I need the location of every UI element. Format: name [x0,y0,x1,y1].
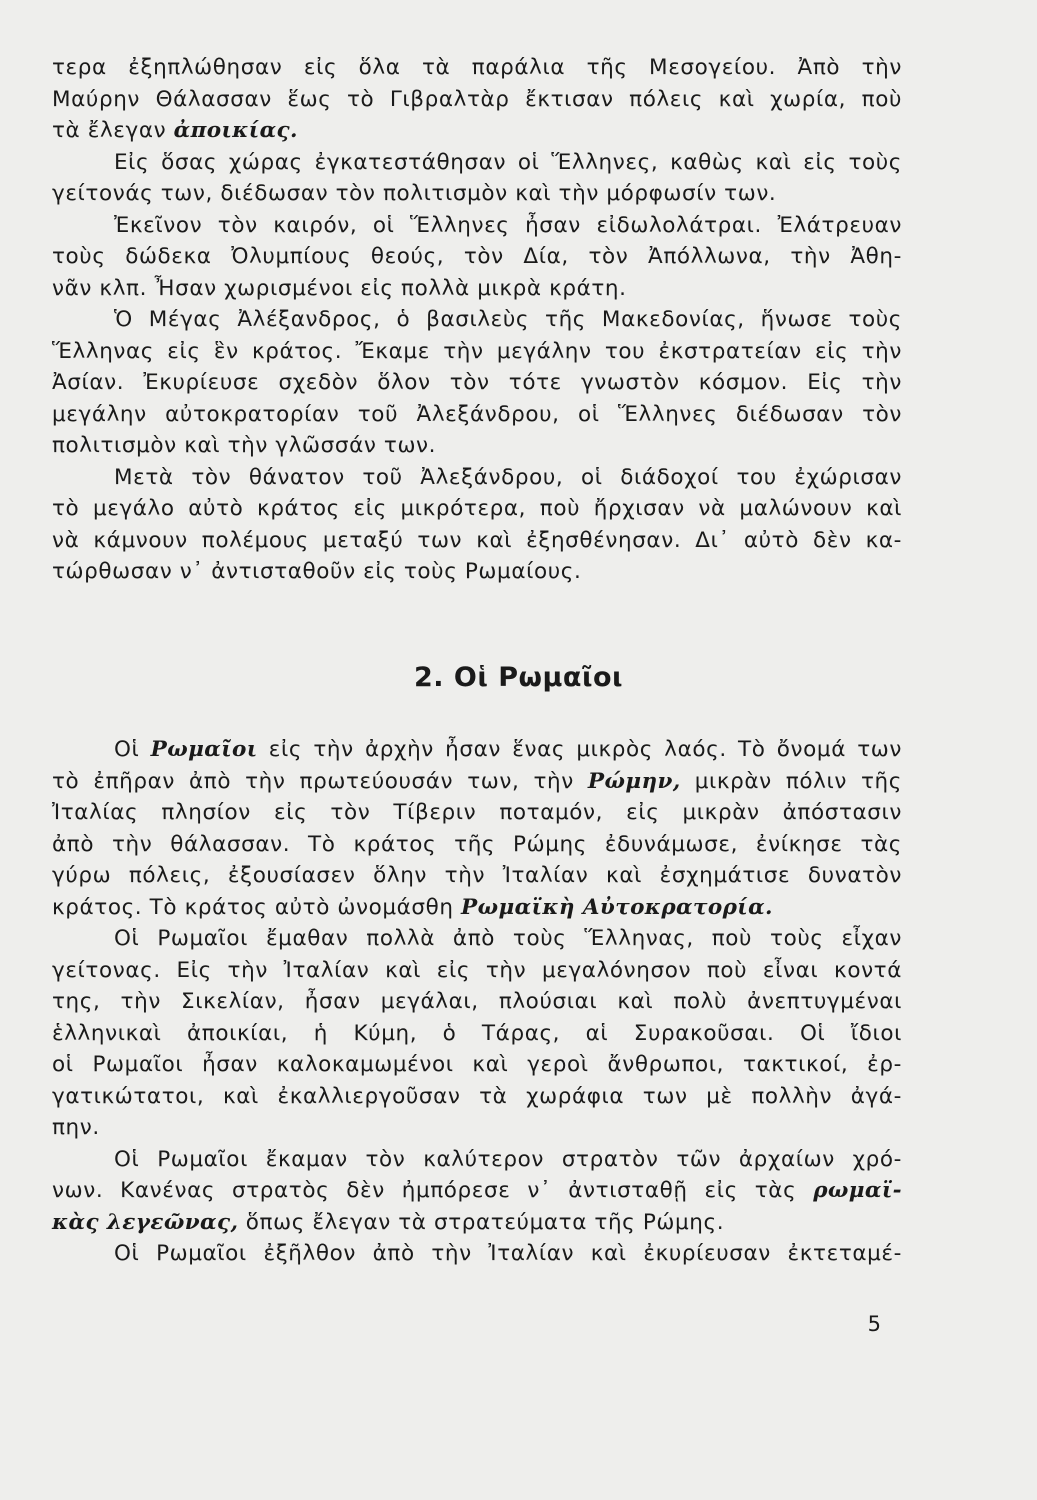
paragraph-5 [52,462,902,588]
text-line: Ὁ Μέγας Ἀλέξανδρος, ὁ βασιλεὺς τῆς Μακεδονίας, ἥνωσε τοὺς [114,307,902,332]
text-line: της, τὴν Σικελίαν, ἦσαν μεγάλαι, πλούσιαι καὶ πολὺ ἀνεπτυγμέναι [52,989,902,1014]
paragraph-7 [52,923,902,1144]
text-line: Ἰταλίας πλησίον εἰς τὸν Τίβεριν ποταμόν, εἰς μικρὰν ἀπόστασιν [52,800,902,825]
text-line [52,1207,902,1239]
section-2-text [52,734,902,1270]
text-line: γείτονας. Εἰς τὴν Ἰταλίαν καὶ εἰς τὴν μεγαλόνησον ποὺ εἶναι κοντά [52,957,902,983]
text-line [52,892,902,924]
text-line [52,766,902,798]
text-line: νὰ κάμνουν πολέμους μεταξύ των καὶ ἐξησθένησαν. Δι᾽ αὐτὸ δὲν κα- [52,527,902,553]
text-line: τώρθωσαν ν᾽ ἀντισταθοῦν εἰς τοὺς Ρωμαίους. [52,559,582,584]
text-line: τὸ μεγάλο αὐτὸ κράτος εἰς μικρότερα, ποὺ ἤρχισαν νὰ μαλώνουν καὶ [52,496,902,521]
paragraph-6 [52,734,902,923]
text-run: ὅπως ἔλεγαν τὰ στρατεύματα τῆς Ρώμης. [238,1209,725,1235]
text-line: Ἕλληνας εἰς ἓν κράτος. Ἔκαμε τὴν μεγάλην του ἐκστρατείαν εἰς τὴν [52,338,902,364]
paragraph-9 [52,1238,902,1270]
text-line: γείτονάς των, διέδωσαν τὸν πολιτισμὸν καὶ τὴν μόρφωσίν των. [52,181,777,206]
text-line: νᾶν κλπ. Ἦσαν χωρισμένοι εἰς πολλὰ μικρὰ κράτη. [52,275,627,301]
section-heading: 2. Οἱ Ρωμαῖοι [413,662,624,693]
paragraph-8 [52,1144,902,1239]
emphasized-term: Ρωμαϊκὴ Αὐτοκρατορία. [461,894,773,920]
text-line [52,1175,902,1207]
text-line: Μετὰ τὸν θάνατον τοῦ Ἀλεξάνδρου, οἱ διάδοχοί του ἐχώρισαν [114,464,902,490]
paragraph-1 [52,52,902,147]
page-number: 5 [867,1312,881,1336]
text-line [52,115,902,147]
emphasized-term: ἀποικίας. [173,118,298,143]
text-line: Εἰς ὅσας χώρας ἐγκατεστάθησαν οἱ Ἕλληνες, καθὼς καὶ εἰς τοὺς [114,149,902,175]
text-line: Οἱ Ρωμαῖοι ἔκαμαν τὸν καλύτερον στρατὸν τῶν ἀρχαίων χρό- [114,1146,902,1172]
text-line [52,734,902,766]
text-line: πην. [52,1115,100,1140]
text-run: τὸ ἐπῆραν ἀπὸ τὴν πρωτεύουσάν των, τὴν [52,768,588,794]
text-line: τοὺς δώδεκα Ὀλυμπίους θεούς, τὸν Δία, τὸν Ἀπόλλωνα, τὴν Ἀθη- [52,244,902,269]
text-line: οἱ Ρωμαῖοι ἦσαν καλοκαμωμένοι καὶ γεροὶ ἄνθρωποι, τακτικοί, ἐρ- [52,1052,902,1077]
text-run: Οἱ [114,737,151,762]
paragraph-3 [52,210,902,305]
text-line: Ἐκεῖνον τὸν καιρόν, οἱ Ἕλληνες ἦσαν εἰδωλολάτραι. Ἐλάτρευαν [114,212,902,238]
text-line: γατικώτατοι, καὶ ἐκαλλιεργοῦσαν τὰ χωράφια των μὲ πολλὴν ἀγά- [52,1083,902,1109]
text-line: Ἀσίαν. Ἐκυρίευσε σχεδὸν ὅλον τὸν τότε γνωστὸν κόσμον. Εἰς τὴν [52,370,902,395]
emphasized-term: ρωμαϊ- [813,1178,902,1203]
text-line: ἀπὸ τὴν θάλασσαν. Τὸ κράτος τῆς Ρώμης ἐδυνάμωσε, ἐνίκησε τὰς [52,831,902,857]
text-run: κράτος. Τὸ κράτος αὐτὸ ὠνομάσθη [52,894,462,920]
text-line: ἑλληνικαὶ ἀποικίαι, ἡ Κύμη, ὁ Τάρας, αἱ Συρακοῦσαι. Οἱ ἴδιοι [52,1020,902,1046]
emphasized-term: Ρώμην, [587,768,681,794]
emphasized-term: Ρωμαῖοι [150,737,258,762]
emphasized-term: κὰς λεγεῶνας, [52,1209,239,1235]
text-line: γύρω πόλεις, ἐξουσίασεν ὅλην τὴν Ἰταλίαν καὶ ἐσχημάτισε δυνατὸν [52,863,902,888]
text-line: τερα ἐξηπλώθησαν εἰς ὅλα τὰ παράλια τῆς Μεσογείου. Ἀπὸ τὴν [52,55,902,80]
text-run: μικρὰν πόλιν τῆς [680,768,902,794]
text-run: τὰ ἔλεγαν [52,118,174,143]
text-line: Οἱ Ρωμαῖοι ἐξῆλθον ἀπὸ τὴν Ἰταλίαν καὶ ἐκυρίευσαν ἐκτεταμέ- [114,1241,902,1266]
paragraph-4 [52,304,902,462]
text-line: Μαύρην Θάλασσαν ἕως τὸ Γιβραλτὰρ ἔκτισαν πόλεις καὶ χωρία, ποὺ [52,86,902,112]
text-line: Οἱ Ρωμαῖοι ἔμαθαν πολλὰ ἀπὸ τοὺς Ἕλληνας, ποὺ τοὺς εἶχαν [114,926,902,951]
text-line: πολιτισμὸν καὶ τὴν γλῶσσάν των. [52,433,437,458]
text-line: μεγάλην αὐτοκρατορίαν τοῦ Ἀλεξάνδρου, οἱ Ἕλληνες διέδωσαν τὸν [52,401,902,427]
text-run: εἰς τὴν ἀρχὴν ἦσαν ἕνας μικρὸς λαός. Τὸ ὄνομά των [257,737,902,762]
paragraph-2 [52,147,902,210]
section-1-text [52,52,902,588]
text-run: νων. Κανένας στρατὸς δὲν ἠμπόρεσε ν᾽ ἀντισταθῇ εἰς τὰς [52,1178,814,1203]
